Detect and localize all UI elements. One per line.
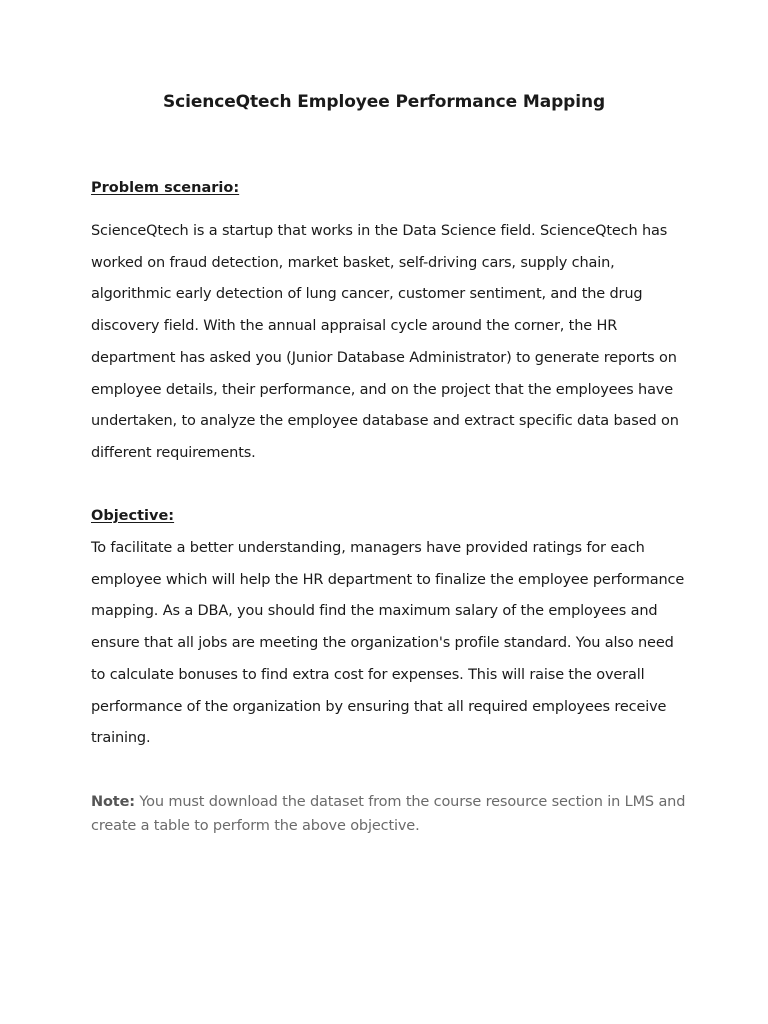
problem-line: algorithmic early detection of lung cancer, customer sentiment, and the drug: [91, 286, 643, 303]
problem-line: different requirements.: [91, 444, 256, 461]
problem-scenario-paragraph: [91, 216, 691, 470]
objective-line: training.: [91, 730, 151, 747]
objective-paragraph: [91, 533, 691, 755]
objective-heading: Objective:: [91, 508, 175, 524]
note-label: Note:: [91, 794, 135, 810]
problem-line: worked on fraud detection, market basket, self-driving cars, supply chain,: [91, 254, 615, 271]
document-title: ScienceQtech Employee Performance Mapping: [162, 92, 606, 112]
problem-line: ScienceQtech is a startup that works in the Data Science field. ScienceQtech has: [91, 223, 668, 239]
problem-line: undertaken, to analyze the employee database and extract specific data based on: [91, 413, 679, 430]
objective-line: employee which will help the HR department to finalize the employee performance: [91, 571, 685, 588]
problem-scenario-heading: Problem scenario:: [91, 180, 240, 196]
note-line: create a table to perform the above objective.: [91, 818, 420, 834]
note-paragraph: [91, 790, 691, 838]
note-line: [91, 790, 691, 814]
note-text: You must download the dataset from the course resource section in LMS and: [139, 794, 686, 810]
problem-line: department has asked you (Junior Database Administrator) to generate reports on: [91, 349, 677, 366]
problem-line: discovery field. With the annual appraisal cycle around the corner, the HR: [91, 318, 618, 335]
objective-line: performance of the organization by ensuring that all required employees receive: [91, 698, 667, 715]
objective-line: To facilitate a better understanding, managers have provided ratings for each: [91, 540, 645, 556]
objective-line: ensure that all jobs are meeting the organization's profile standard. You also need: [91, 635, 674, 652]
problem-line: employee details, their performance, and on the project that the employees have: [91, 381, 674, 398]
objective-line: to calculate bonuses to find extra cost for expenses. This will raise the overall: [91, 666, 645, 683]
objective-line: mapping. As a DBA, you should find the maximum salary of the employees and: [91, 603, 658, 620]
